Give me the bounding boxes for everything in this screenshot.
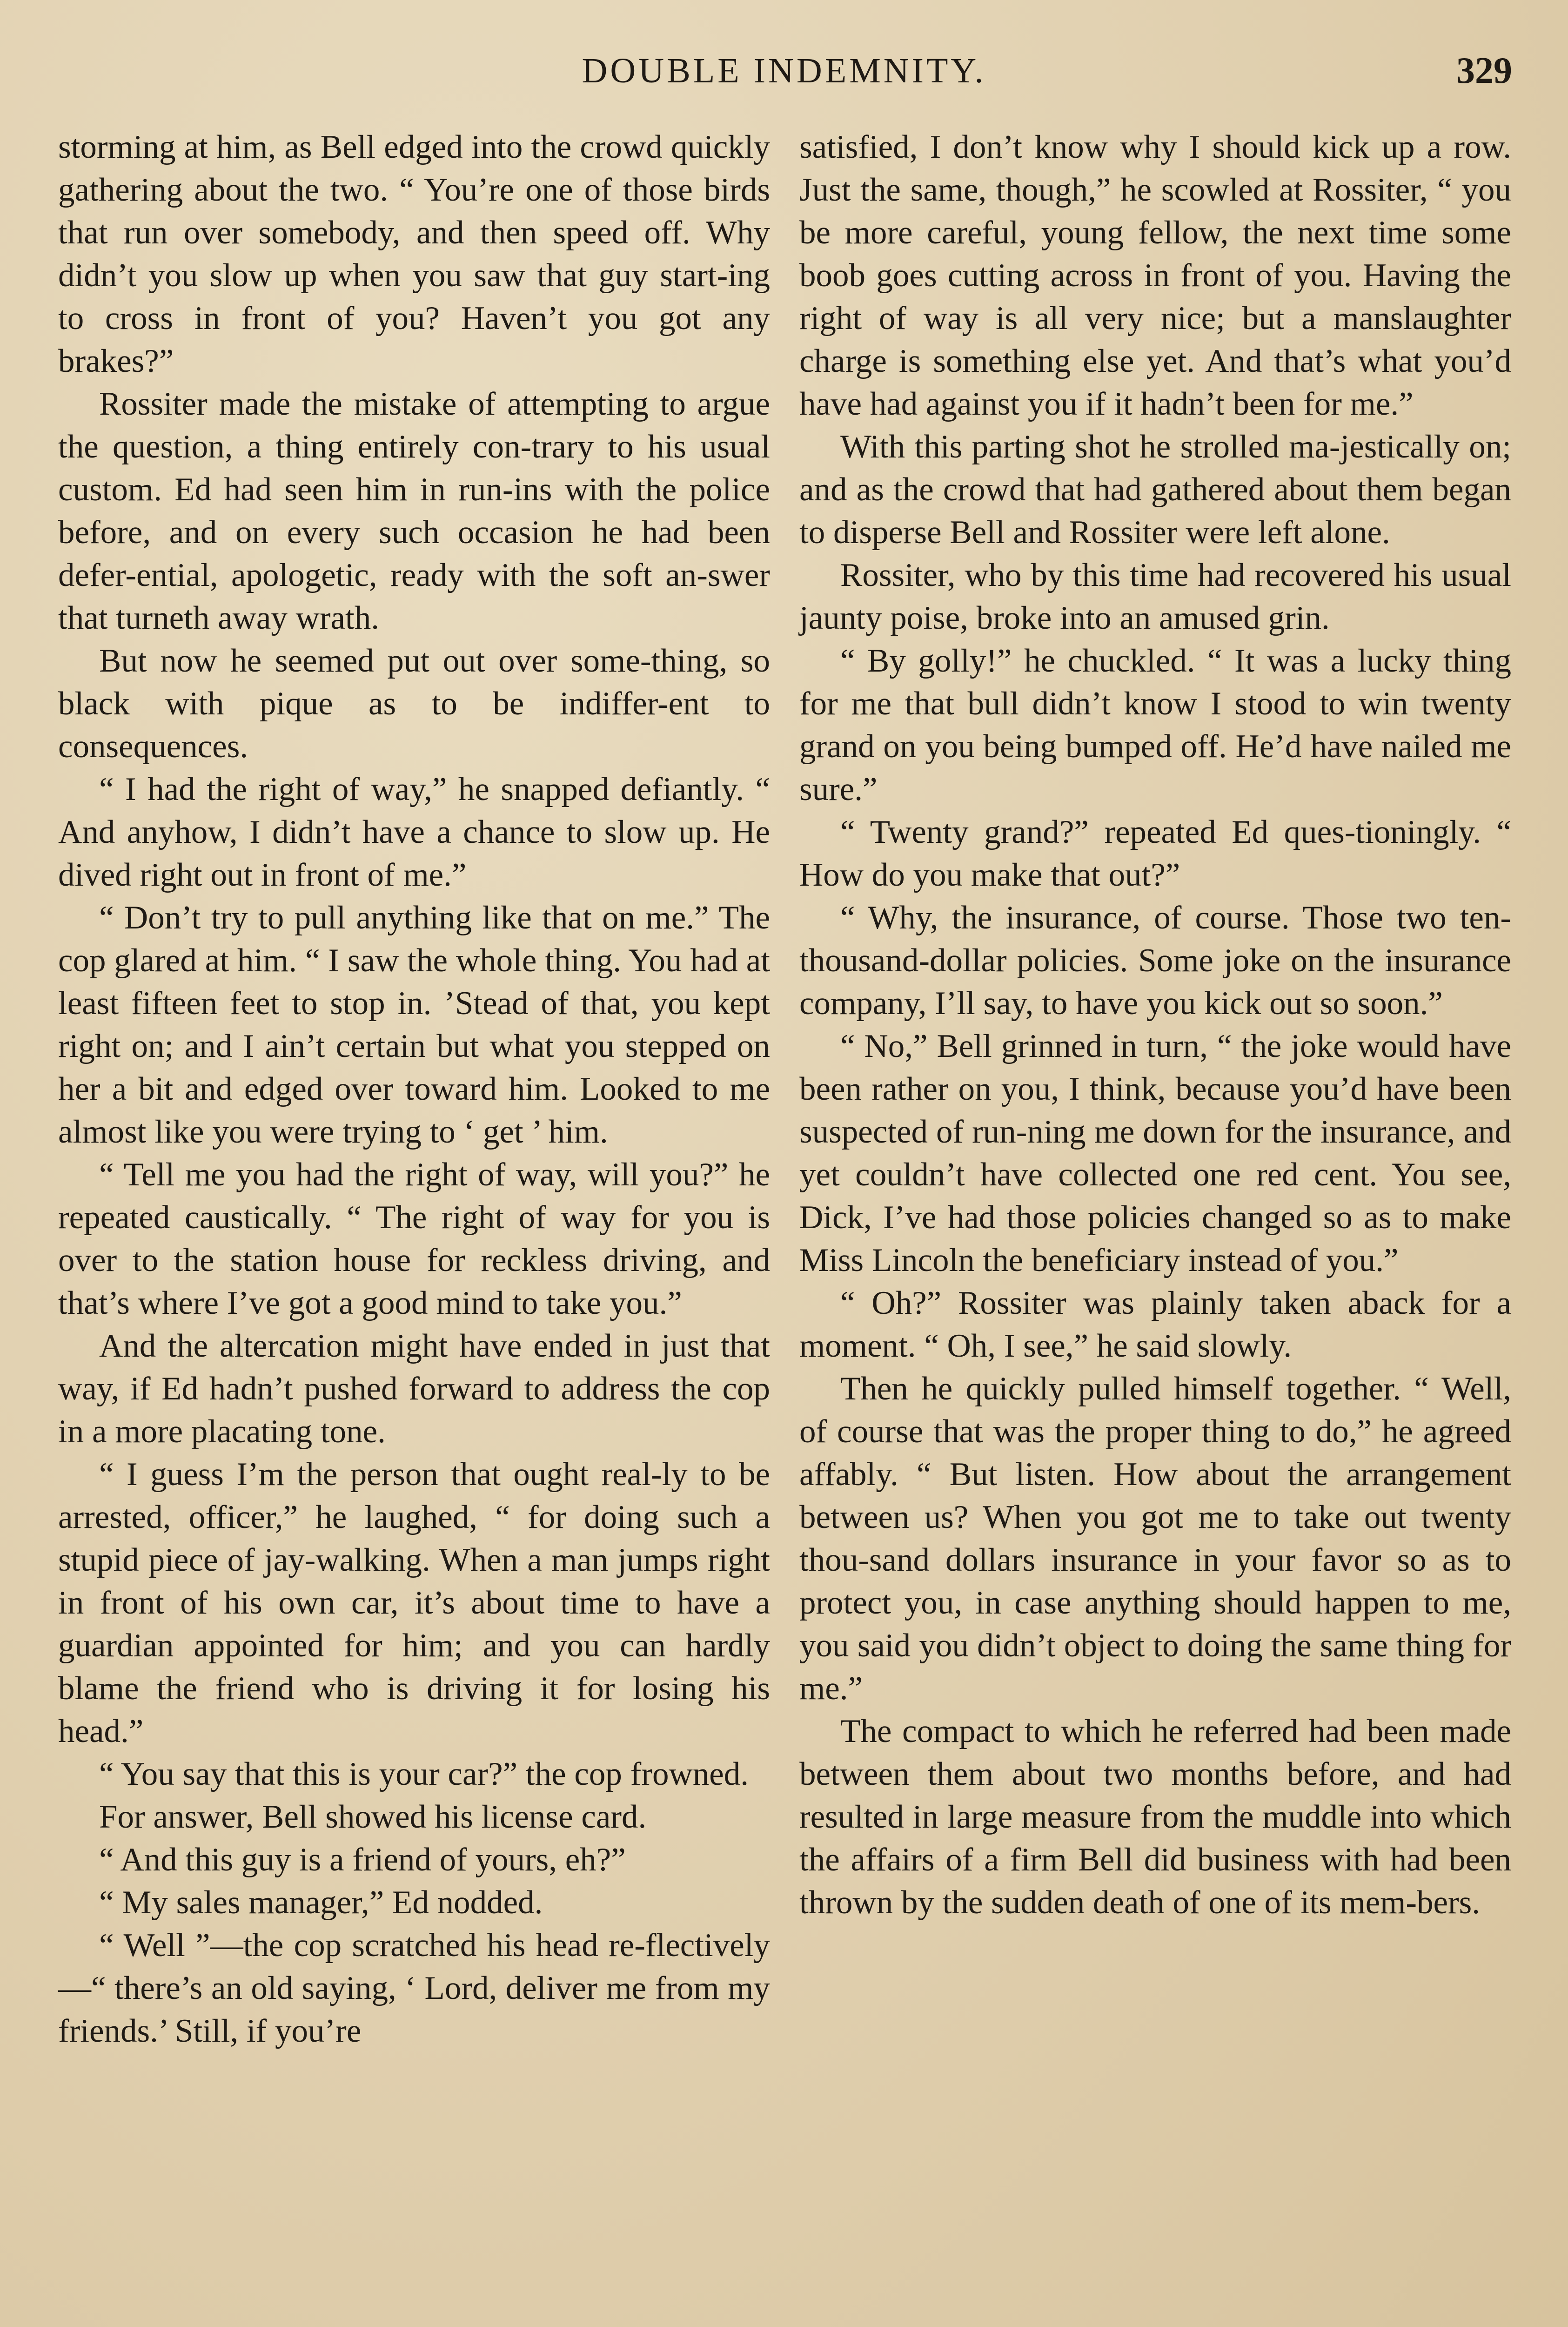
paragraph: “ I guess I’m the person that ought real-ly to be arrested, officer,” he laughed, “ for doing such a stupid piece of jay-walking. When a man jumps right in front of his own car, it’s about time to have a guardian appointed for him; and you can hardly blame the friend who is driving it for losing his head.” xyxy=(58,1456,770,1749)
running-head xyxy=(0,43,1568,99)
right-column xyxy=(799,126,1511,1924)
paragraph: “ By golly!” he chuckled. “ It was a lucky thing for me that bull didn’t know I stood to win twenty grand on you being bumped off. He’d have nailed me sure.” xyxy=(799,643,1511,807)
paragraph: Rossiter made the mistake of attempting to argue the question, a thing entirely con-trary to his usual custom. Ed had seen him in run-ins with the police before, and on every such occasion he had been defer-ential, apologetic, ready with the soft an-swer that turneth away wrath. xyxy=(58,386,770,636)
paragraph: Rossiter, who by this time had recovered his usual jaunty poise, broke into an amused grin. xyxy=(799,557,1511,636)
page-number: 329 xyxy=(1456,50,1512,91)
paragraph: For answer, Bell showed his license card. xyxy=(99,1799,647,1835)
paragraph: Then he quickly pulled himself together. “ Well, of course that was the proper thing to do,” he agreed affably. “ But listen. How about the arrangement between us? When you got me to take out twenty thou-sand dollars insurance in your favor so as to protect you, in case anything should happen to me, you said you didn’t object to doing the same thing for me.” xyxy=(799,1371,1511,1707)
paragraph: “ Oh?” Rossiter was plainly taken aback for a moment. “ Oh, I see,” he said slowly. xyxy=(799,1285,1511,1364)
paragraph: “ Twenty grand?” repeated Ed ques-tioningly. “ How do you make that out?” xyxy=(799,814,1511,893)
paragraph: “ Don’t try to pull anything like that on me.” The cop glared at him. “ I saw the whole thing. You had at least fifteen feet to stop in. ’Stead of that, you kept right on; and I ain’t certain but what you stepped on her a bit and edged over toward him. Looked to me almost like you were trying to ‘ get ’ him. xyxy=(58,900,770,1150)
running-title: DOUBLE INDEMNITY. xyxy=(582,51,986,90)
paragraph: “ And this guy is a friend of yours, eh?” xyxy=(99,1842,626,1878)
left-column xyxy=(58,126,770,2052)
paragraph: satisfied, I don’t know why I should kick up a row. Just the same, though,” he scowled at Rossiter, “ you be more careful, young fellow, the next time some boob goes cutting across in front of you. Having the right of way is all very nice; but a manslaughter charge is something else yet. And that’s what you’d have had against you if it hadn’t been for me.” xyxy=(799,129,1511,422)
paragraph: The compact to which he referred had been made between them about two months before, and had resulted in large measure from the muddle into which the affairs of a firm Bell did business with had been thrown by the sudden death of one of its mem-bers. xyxy=(799,1713,1511,1921)
paragraph: storming at him, as Bell edged into the crowd quickly gathering about the two. “ You’re one of those birds that run over somebody, and then speed off. Why didn’t you slow up when you saw that guy start-ing to cross in front of you? Haven’t you got any brakes?” xyxy=(58,129,770,379)
paragraph: And the altercation might have ended in just that way, if Ed hadn’t pushed forward to address the cop in a more placating tone. xyxy=(58,1328,770,1450)
paragraph: “ Tell me you had the right of way, will you?” he repeated caustically. “ The right of way for you is over to the station house for reckless driving, and that’s where I’ve got a good mind to take you.” xyxy=(58,1157,770,1321)
paragraph: “ No,” Bell grinned in turn, “ the joke would have been rather on you, I think, because you’d have been suspected of run-ning me down for the insurance, and yet couldn’t have collected one red cent. You see, Dick, I’ve had those policies changed so as to make Miss Lincoln the beneficiary instead of you.” xyxy=(799,1028,1511,1278)
paragraph: “ Why, the insurance, of course. Those two ten-thousand-dollar policies. Some joke on the insurance company, I’ll say, to have you kick out so soon.” xyxy=(799,900,1511,1022)
paragraph: “ My sales manager,” Ed nodded. xyxy=(99,1884,543,1921)
paragraph: “ You say that this is your car?” the cop frowned. xyxy=(99,1756,749,1792)
paragraph: But now he seemed put out over some-thing, so black with pique as to be indiffer-ent to consequences. xyxy=(58,643,770,765)
paragraph: “ I had the right of way,” he snapped defiantly. “ And anyhow, I didn’t have a chance to slow up. He dived right out in front of me.” xyxy=(58,771,770,893)
paragraph: With this parting shot he strolled ma-jestically on; and as the crowd that had gathered about them began to disperse Bell and Rossiter were left alone. xyxy=(799,429,1511,551)
paragraph: “ Well ”—the cop scratched his head re-flectively—“ there’s an old saying, ‘ Lord, deliver me from my friends.’ Still, if you’re xyxy=(58,1927,770,2049)
